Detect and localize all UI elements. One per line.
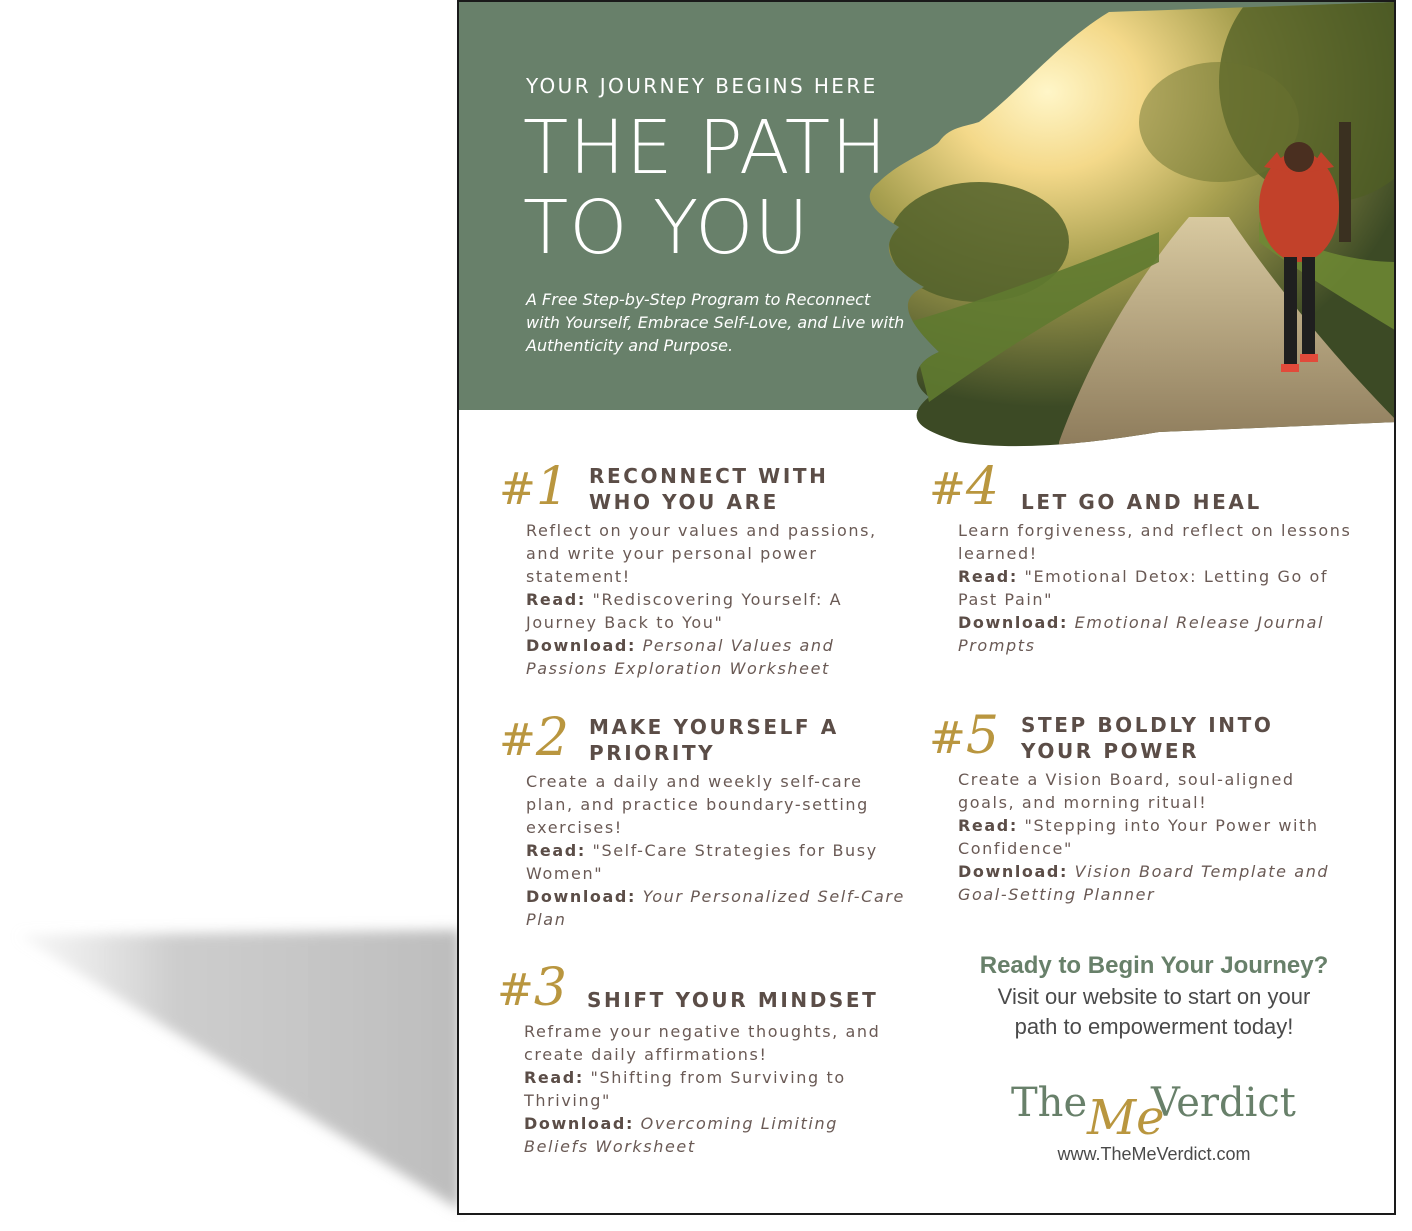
step-number-2: #2 — [499, 708, 569, 768]
the-me-verdict-logo — [989, 1064, 1319, 1144]
page-title — [523, 105, 888, 271]
step-body — [526, 519, 906, 680]
step-number-5: #5 — [929, 706, 999, 766]
logo-me: Me — [1087, 1090, 1165, 1144]
cta-question: Ready to Begin Your Journey? — [979, 952, 1329, 979]
step-body — [958, 768, 1358, 906]
logo-verdict: Verdict — [1151, 1080, 1296, 1126]
read-label: Read: — [526, 590, 586, 609]
read-label: Read: — [958, 816, 1018, 835]
step-number-1: #1 — [499, 457, 569, 517]
step-title: LET GO AND HEAL — [1021, 490, 1262, 514]
step-intro: Reframe your negative thoughts, and create daily affirmations! — [524, 1022, 881, 1064]
step-title: STEP BOLDLY INTO YOUR POWER — [1021, 713, 1274, 763]
step-4 — [929, 457, 1369, 687]
step-number-3: #3 — [497, 958, 567, 1018]
step-5 — [929, 706, 1369, 926]
step-1 — [499, 457, 919, 687]
step-intro: Create a daily and weekly self-care plan, and practice boundary-setting exercises! — [526, 772, 869, 837]
title-line-2: TO YOU — [523, 185, 810, 271]
step-intro: Reflect on your values and passions, and write your personal power statement! — [526, 521, 877, 586]
title-line-1: THE PATH — [523, 105, 888, 191]
step-intro: Learn forgiveness, and reflect on lessons learned! — [958, 521, 1352, 563]
download-label: Download: — [524, 1114, 634, 1133]
read-title: "Stepping into Your Power with Confidence" — [958, 816, 1319, 858]
read-label: Read: — [524, 1068, 584, 1087]
cta-text-line-1: Visit our website to start on your — [997, 984, 1311, 1009]
read-title: "Emotional Detox: Letting Go of Past Pain" — [958, 567, 1329, 609]
step-2 — [499, 708, 919, 938]
download-label: Download: — [526, 887, 636, 906]
read-label: Read: — [958, 567, 1018, 586]
step-title: SHIFT YOUR MINDSET — [587, 988, 879, 1012]
read-title: "Rediscovering Yourself: A Journey Back to You" — [526, 590, 843, 632]
download-title: Personal Values and Passions Exploration Worksheet — [526, 636, 835, 678]
step-intro: Create a Vision Board, soul-aligned goals, and morning ritual! — [958, 770, 1295, 812]
read-title: "Shifting from Surviving to Thriving" — [524, 1068, 846, 1110]
read-title: "Self-Care Strategies for Busy Women" — [526, 841, 878, 883]
eyebrow-text: YOUR JOURNEY BEGINS HERE — [526, 74, 878, 98]
download-title: Overcoming Limiting Beliefs Worksheet — [524, 1114, 838, 1156]
download-label: Download: — [958, 862, 1068, 881]
step-body — [524, 1020, 909, 1158]
step-number-4: #4 — [929, 457, 999, 517]
step-body — [958, 519, 1358, 657]
logo-the: The — [1011, 1080, 1088, 1126]
call-to-action — [939, 950, 1369, 1042]
cta-text-line-2: path to empowerment today! — [1014, 1014, 1294, 1039]
download-title: Your Personalized Self-Care Plan — [526, 887, 905, 929]
read-label: Read: — [526, 841, 586, 860]
step-3 — [497, 960, 917, 1180]
flyer-page — [457, 0, 1396, 1215]
download-title: Emotional Release Journal Prompts — [958, 613, 1325, 655]
download-label: Download: — [526, 636, 636, 655]
download-label: Download: — [958, 613, 1068, 632]
website-url[interactable]: www.TheMeVerdict.com — [1057, 1144, 1251, 1164]
download-title: Vision Board Template and Goal-Setting Planner — [958, 862, 1330, 904]
step-title: RECONNECT WITH WHO YOU ARE — [589, 464, 829, 514]
subtitle: A Free Step-by-Step Program to Reconnect with Yourself, Embrace Self-Love, and Live with Authenticity and Purpose. — [526, 290, 905, 355]
step-title: MAKE YOURSELF A PRIORITY — [589, 715, 839, 765]
step-body — [526, 770, 906, 931]
